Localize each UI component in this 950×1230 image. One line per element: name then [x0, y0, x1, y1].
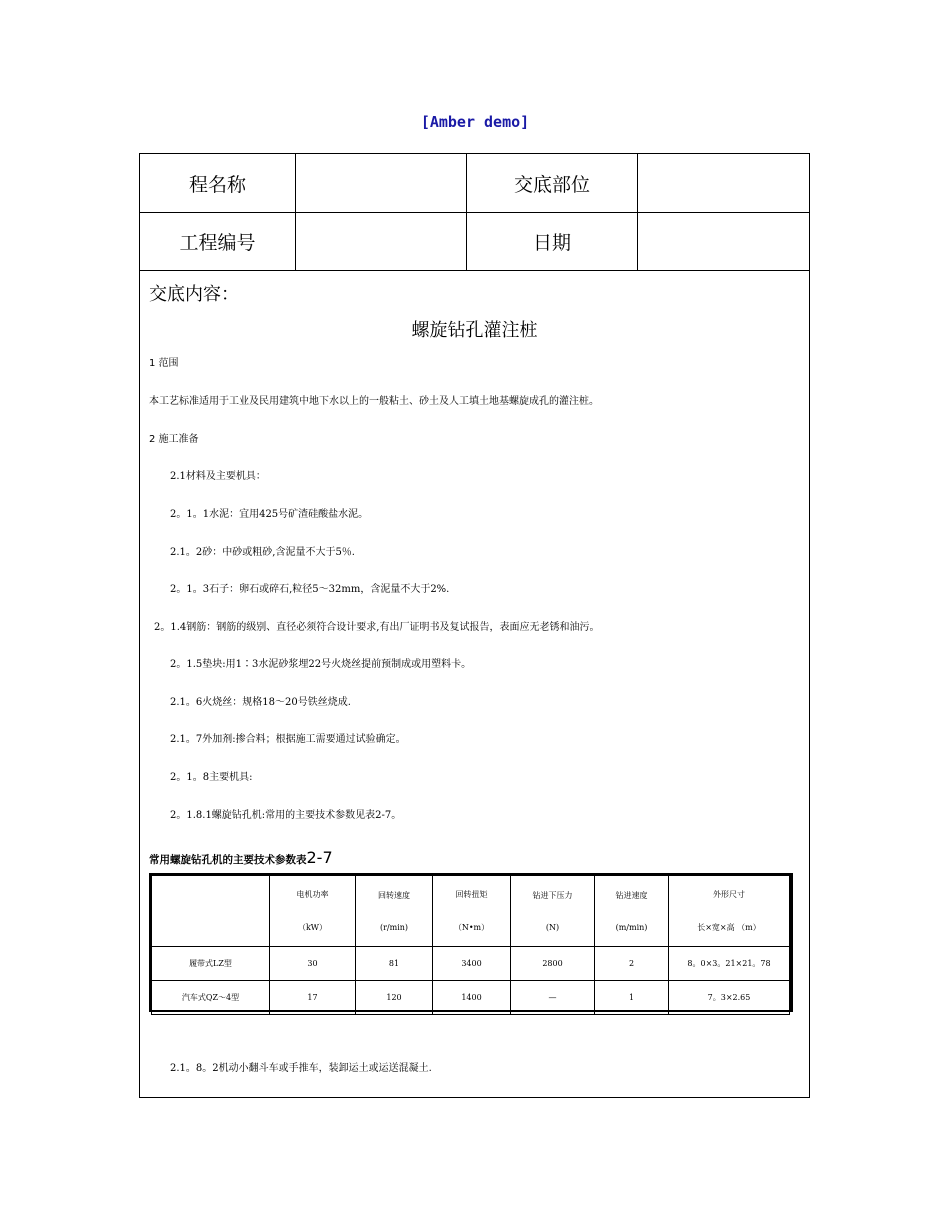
header-cell	[511, 876, 595, 947]
project-number-value[interactable]	[296, 212, 466, 270]
list-item: 2.1。7外加剂:掺合料；根据施工需要通过试验确定。	[170, 734, 406, 745]
list-item: 2。1.5垫块:用1∶3水泥砂浆埋22号火烧丝提前预制成或用塑料卡。	[170, 659, 472, 670]
header-unit: （kW）	[297, 923, 328, 932]
table-cell: 2800	[511, 947, 595, 981]
list-item: 2.1。2砂：中砂或粗砂,含泥量不大于5％.	[170, 547, 355, 558]
disclosure-part-value[interactable]	[638, 154, 809, 212]
table-cell: 履带式LZ型	[152, 947, 270, 981]
list-item: 2。1。3石子：卵石或碎石,粒径5～32mm，含泥量不大于2%.	[170, 584, 450, 595]
divider	[637, 154, 638, 270]
list-item: 2。1.4钢筋：钢筋的级别、直径必须符合设计要求,有出厂证明书及复试报告，表面应无老锈和油污。	[154, 622, 600, 633]
header-name: 外形尺寸	[713, 890, 745, 899]
list-item: 2.1。6火烧丝：规格18～20号铁丝烧成.	[170, 697, 351, 708]
parameters-table	[149, 873, 793, 1012]
content-label: 交底内容：	[149, 284, 239, 305]
table-cell: 1400	[433, 981, 511, 1015]
table-cell: 1	[595, 981, 669, 1015]
header-cell	[595, 876, 669, 947]
table-cell: 汽车式QZ～4型	[152, 981, 270, 1015]
header-cell	[433, 876, 511, 947]
table-cell: —	[511, 981, 595, 1015]
project-number-label: 工程编号	[179, 231, 256, 254]
header-name: 钻进速度	[615, 891, 648, 900]
section-heading: 1 范围	[149, 358, 179, 369]
header-name: 钻进下压力	[532, 891, 573, 900]
table-cell: 8。0×3。21×21。78	[669, 947, 790, 981]
table-cell: 3400	[433, 947, 511, 981]
header-unit: （N•m）	[453, 923, 490, 932]
table-cell: 17	[270, 981, 356, 1015]
list-item: 2。1。8主要机具:	[170, 772, 253, 783]
list-item: 2。1。1水泥：宜用425号矿渣硅酸盐水泥。	[170, 509, 369, 520]
section-heading: 2 施工准备	[149, 434, 199, 445]
header-cell	[152, 876, 270, 947]
table-row	[152, 981, 790, 1015]
divider	[295, 154, 296, 270]
header-unit: (r/min)	[379, 923, 409, 932]
project-name-value[interactable]	[296, 154, 466, 212]
table-caption	[149, 848, 333, 867]
disclosure-form	[139, 153, 810, 1098]
list-item: 2。1.8.1螺旋钻孔机:常用的主要技术参数见表2-7。	[170, 810, 402, 821]
table-cell: 120	[356, 981, 433, 1015]
header-name: 电机功率	[296, 890, 329, 899]
header-cell	[270, 876, 356, 947]
table-caption-text: 常用螺旋钻孔机的主要技术参数表	[149, 854, 307, 866]
header-row-2	[140, 212, 809, 271]
divider	[466, 154, 467, 270]
header-unit: (m/min)	[615, 923, 648, 932]
list-item: 2.1。8。2机动小翻斗车或手推车，装卸运土或运送混凝土.	[170, 1063, 432, 1074]
table-cell: 30	[270, 947, 356, 981]
table-cell: 81	[356, 947, 433, 981]
header-cell	[669, 876, 790, 947]
header-name: 回转扭矩	[455, 890, 488, 899]
table-caption-number: 2-7	[306, 848, 333, 867]
project-name-label: 程名称	[188, 173, 246, 196]
paragraph: 本工艺标准适用于工业及民用建筑中地下水以上的一般粘土、砂土及人工填土地基螺旋成孔的灌注桩。	[149, 396, 599, 407]
table-header-row	[152, 876, 790, 947]
header-row-1	[140, 154, 809, 213]
header-cell	[356, 876, 433, 947]
date-value[interactable]	[638, 212, 809, 270]
watermark: [Amber demo]	[420, 113, 530, 131]
document-title: 螺旋钻孔灌注桩	[411, 320, 538, 341]
date-label: 日期	[532, 231, 571, 254]
header-unit: 长×宽×高 （m）	[697, 923, 761, 932]
list-item: 2.1材料及主要机具：	[170, 471, 266, 482]
table-cell: 2	[595, 947, 669, 981]
header-name: 回转速度	[378, 891, 410, 900]
table-row	[152, 947, 790, 981]
disclosure-part-label: 交底部位	[513, 173, 590, 196]
header-unit: (N)	[545, 923, 560, 932]
table-cell: 7。3×2.65	[669, 981, 790, 1015]
